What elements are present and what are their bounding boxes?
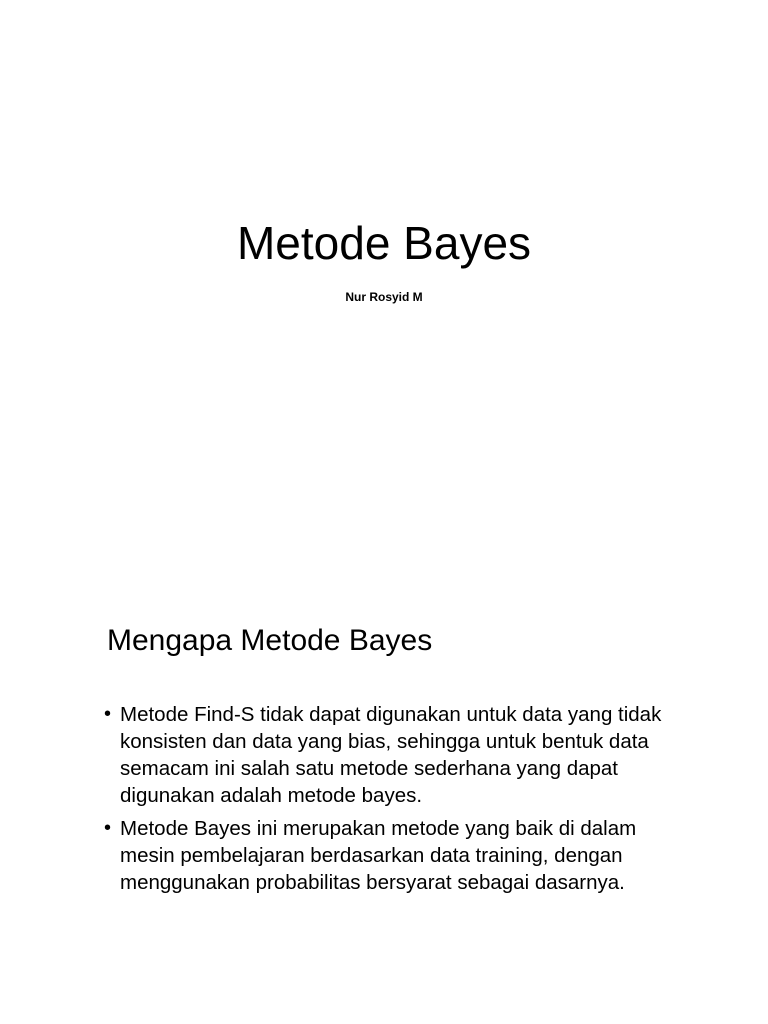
bullet-icon: • — [104, 703, 112, 725]
slide-author: Nur Rosyid M — [345, 290, 423, 304]
bullet-item — [104, 701, 664, 809]
slide-title: Metode Bayes — [236, 217, 532, 269]
slide-heading: Mengapa Metode Bayes — [107, 624, 433, 657]
content-slide — [0, 576, 768, 1024]
bullet-icon: • — [104, 817, 112, 839]
bullet-text: Metode Find-S tidak dapat digunakan untuk data yang tidak konsisten dan data yang bias, sehingga untuk bentuk data semacam ini salah satu metode sederhana yang dapat digunakan adalah metode bayes. — [120, 703, 662, 807]
bullet-list — [104, 701, 664, 902]
bullet-text: Metode Bayes ini merupakan metode yang baik di dalam mesin pembelajaran berdasarkan data training, dengan menggunakan probabilitas bersyarat sebagai dasarnya. — [120, 817, 637, 894]
bullet-item — [104, 815, 664, 896]
